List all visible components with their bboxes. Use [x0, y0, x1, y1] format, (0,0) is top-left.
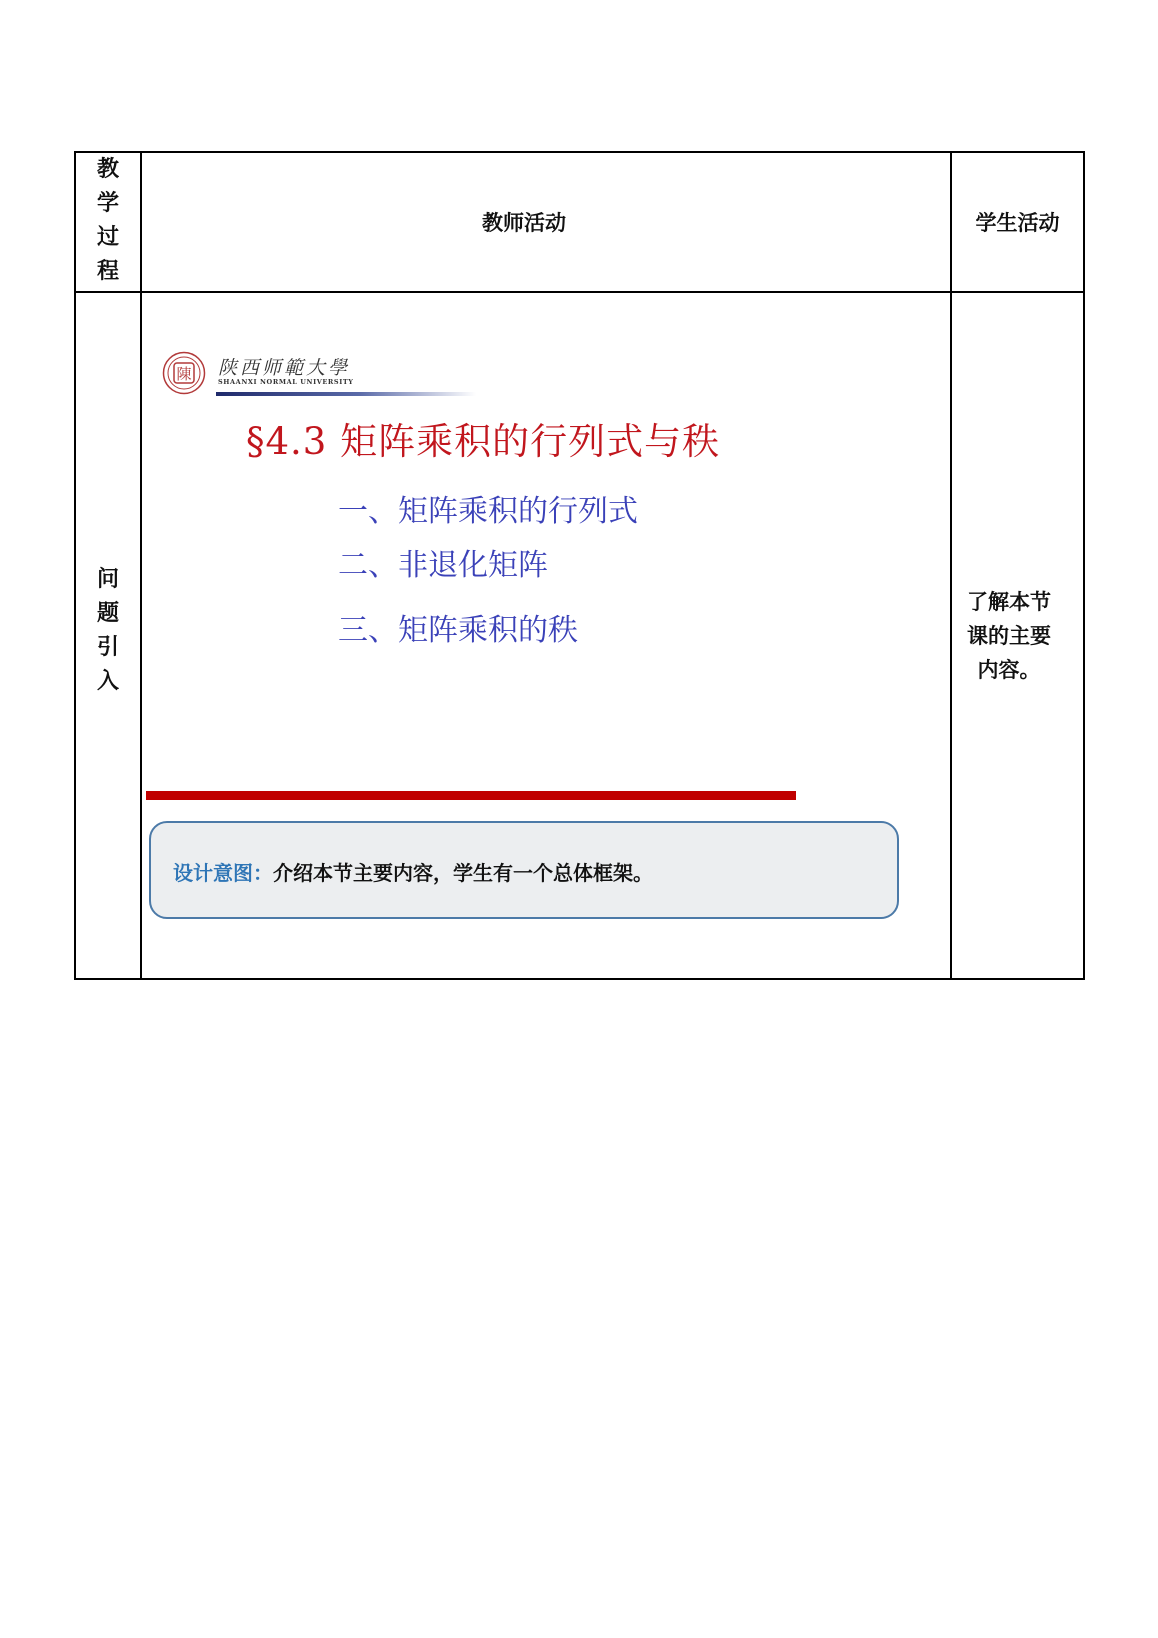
svg-text:陳: 陳 — [176, 365, 192, 383]
table-border-col1 — [140, 151, 142, 980]
table-border-col2 — [950, 151, 952, 980]
header-char: 过 — [96, 225, 119, 250]
row-label-char: 问 — [96, 567, 119, 592]
outline-item-2: 二、非退化矩阵 — [338, 548, 548, 583]
table-border-top — [74, 151, 1085, 153]
header-teaching-process — [94, 153, 122, 289]
header-char: 程 — [96, 259, 119, 284]
row-label-char: 题 — [96, 601, 119, 626]
university-seal-icon — [162, 351, 206, 395]
student-activity-line: 了解本节 — [967, 590, 1051, 614]
design-intent-body: 介绍本节主要内容，学生有一个总体框架。 — [273, 861, 653, 885]
header-char: 教 — [96, 157, 119, 182]
student-activity-line: 内容。 — [977, 658, 1041, 682]
lesson-table — [74, 151, 1085, 980]
row-label-char: 引 — [96, 635, 119, 660]
outline-item-1: 一、矩阵乘积的行列式 — [338, 494, 638, 529]
outline-item-3: 三、矩阵乘积的秩 — [338, 613, 578, 648]
slide-title: §4.3 矩阵乘积的行列式与秩 — [246, 420, 721, 463]
table-border-header — [74, 291, 1085, 293]
table-border-bottom — [74, 978, 1085, 980]
university-name: 陕西师範大學 — [218, 357, 351, 379]
university-subtitle: SHAANXI NORMAL UNIVERSITY — [218, 378, 354, 386]
header-student-activity: 学生活动 — [975, 211, 1060, 235]
red-divider — [146, 791, 796, 800]
logo-underline — [216, 392, 476, 396]
row-label-char: 入 — [96, 669, 119, 694]
design-intent-box — [149, 821, 899, 919]
student-activity-text — [949, 585, 1069, 687]
row-label-problem-intro — [94, 563, 122, 699]
table-border-left — [74, 151, 76, 980]
student-activity-line: 课的主要 — [967, 624, 1051, 648]
design-intent-text — [173, 857, 653, 886]
design-intent-label: 设计意图： — [173, 861, 273, 885]
header-teacher-activity: 教师活动 — [482, 211, 566, 235]
header-char: 学 — [96, 191, 119, 216]
table-border-right — [1083, 151, 1085, 980]
